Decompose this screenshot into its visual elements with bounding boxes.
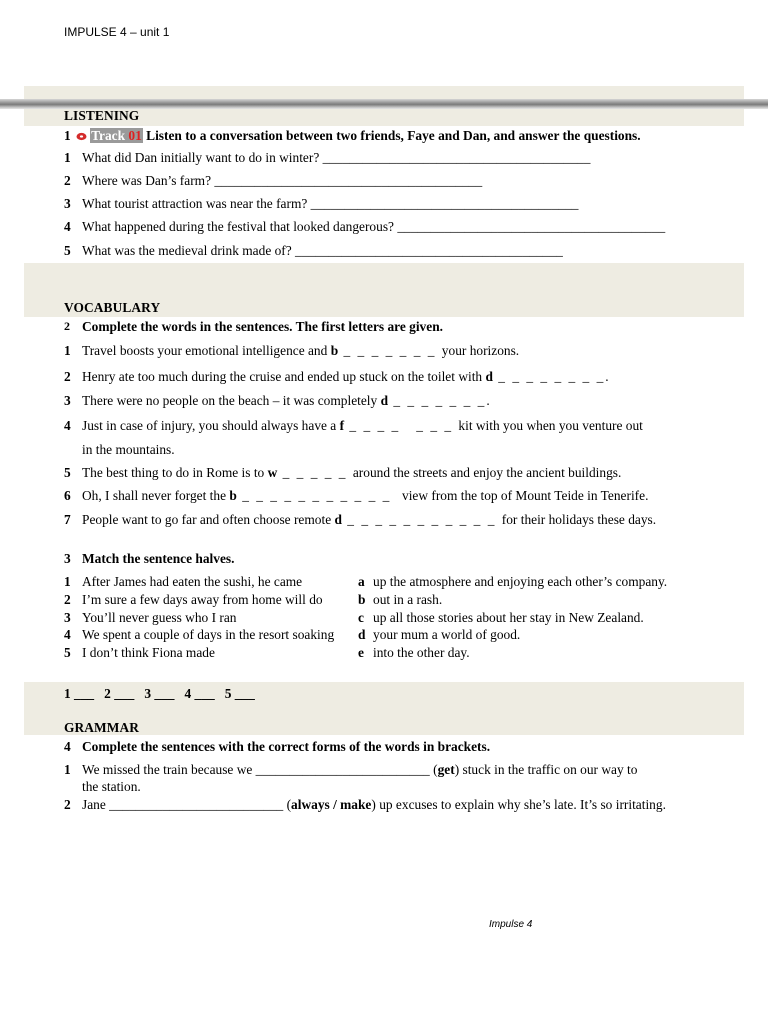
sentence-half: We spent a couple of days in the resort soaking bbox=[82, 627, 335, 642]
first-letter: w bbox=[267, 465, 278, 480]
first-letter: d bbox=[380, 393, 389, 408]
option-letter: e bbox=[358, 645, 364, 660]
question-number: 1 bbox=[64, 150, 71, 165]
listening-instruction-line bbox=[64, 128, 641, 144]
sentence-end: . bbox=[486, 393, 490, 408]
item-number: 3 bbox=[64, 610, 71, 625]
bracket-word: get bbox=[437, 762, 455, 777]
exercise-number: 1 bbox=[64, 128, 71, 143]
vocab-sentence bbox=[82, 465, 621, 481]
vocab-sentence bbox=[82, 369, 609, 385]
sentence-ending: up the atmosphere and enjoying each other’s company. bbox=[373, 574, 668, 589]
sentence-half: I’m sure a few days away from home will do bbox=[82, 592, 323, 607]
sentence-end: view from the top of Mount Teide in Tenerife. bbox=[402, 488, 649, 503]
sentence-half: You’ll never guess who I ran bbox=[82, 610, 237, 625]
letter-blanks: _ _ _ _ _ _ _ _ bbox=[492, 369, 606, 384]
item-number: 5 bbox=[64, 465, 71, 480]
exercise-instruction: Complete the words in the sentences. The first letters are given. bbox=[82, 319, 443, 334]
sentence-end: your horizons. bbox=[441, 343, 520, 358]
letter-blanks: _ _ _ _ _ _ _ _ _ _ _ bbox=[341, 512, 502, 527]
question-number: 2 bbox=[64, 173, 71, 188]
item-number: 1 bbox=[64, 762, 71, 777]
exercise-number: 4 bbox=[64, 739, 71, 754]
sentence-ending: out in a rash. bbox=[373, 592, 443, 607]
first-letter: d bbox=[334, 512, 342, 527]
sentence-ending: up all those stories about her stay in New Zealand. bbox=[373, 610, 644, 625]
item-number: 2 bbox=[64, 592, 71, 607]
sentence-end: around the streets and enjoy the ancient buildings. bbox=[352, 465, 622, 480]
page-footer: Impulse 4 bbox=[489, 919, 533, 930]
sentence-end: for their holidays these days. bbox=[501, 512, 657, 527]
exercise-number: 3 bbox=[64, 551, 71, 566]
first-letter: d bbox=[485, 369, 493, 384]
question-number: 5 bbox=[64, 243, 71, 258]
vocabulary-heading: VOCABULARY bbox=[64, 300, 161, 315]
sentence-end: ) up excuses to explain why she’s late. It’s so irritating. bbox=[371, 797, 666, 812]
first-letter: f bbox=[339, 418, 345, 433]
question-number: 3 bbox=[64, 196, 71, 211]
item-number: 1 bbox=[64, 574, 71, 589]
option-letter: a bbox=[358, 574, 365, 589]
vocab-sentence bbox=[82, 418, 643, 434]
item-number: 3 bbox=[64, 393, 71, 408]
vocab-sentence bbox=[82, 488, 648, 504]
sentence-ending: into the other day. bbox=[373, 645, 470, 660]
question-text: Where was Dan’s farm? ________________________________________ bbox=[82, 173, 483, 188]
item-number: 4 bbox=[64, 418, 71, 433]
first-letter: b bbox=[330, 343, 339, 358]
sentence-start: Just in case of injury, you should always have a bbox=[82, 418, 340, 433]
sentence-start: There were no people on the beach – it was completely bbox=[82, 393, 381, 408]
letter-blanks: _ _ _ _ _ _ _ bbox=[338, 343, 442, 358]
exercise-instruction: Complete the sentences with the correct forms of the words in brackets. bbox=[82, 739, 491, 754]
exercise-instruction: Listen to a conversation between two friends, Faye and Dan, and answer the questions. bbox=[146, 128, 641, 143]
item-number: 7 bbox=[64, 512, 71, 527]
first-letter: b bbox=[229, 488, 237, 503]
item-number: 1 bbox=[64, 343, 71, 358]
answer-line: 1 ___ 2 ___ 3 ___ 4 ___ 5 ___ bbox=[64, 686, 255, 701]
option-letter: d bbox=[358, 627, 366, 642]
track-label: Track bbox=[91, 128, 129, 143]
listening-heading: LISTENING bbox=[64, 108, 140, 123]
vocab-sentence bbox=[82, 512, 656, 528]
question-number: 4 bbox=[64, 219, 71, 234]
question-text: What did Dan initially want to do in winter? ________________________________________ bbox=[82, 150, 591, 165]
track-number: 01 bbox=[128, 128, 142, 143]
exercise-number: 2 bbox=[64, 319, 70, 333]
sentence-end: kit with you when you venture out bbox=[458, 418, 643, 433]
question-text: What happened during the festival that looked dangerous? ________________________________________ bbox=[82, 219, 666, 234]
track-badge[interactable] bbox=[90, 128, 143, 143]
question-text: What tourist attraction was near the farm? ________________________________________ bbox=[82, 196, 579, 211]
grammar-heading: GRAMMAR bbox=[64, 720, 140, 735]
sentence-start: Oh, I shall never forget the bbox=[82, 488, 230, 503]
audio-cd-icon[interactable] bbox=[76, 129, 87, 138]
sentence-end: . bbox=[605, 369, 609, 384]
bracket-word: always / make bbox=[291, 797, 372, 812]
exercise-instruction: Match the sentence halves. bbox=[82, 551, 235, 566]
sentence-start: Travel boosts your emotional intelligence and bbox=[82, 343, 331, 358]
item-number: 2 bbox=[64, 369, 71, 384]
letter-blanks: _ _ _ _ _ bbox=[277, 465, 353, 480]
letter-blanks: _ _ _ _ _ _ _ bbox=[388, 393, 487, 408]
sentence-start: People want to go far and often choose remote bbox=[82, 512, 335, 527]
page-header: IMPULSE 4 – unit 1 bbox=[64, 25, 170, 39]
vocab-sentence bbox=[82, 393, 490, 409]
vocab-sentence bbox=[82, 343, 519, 359]
sentence-half: I don’t think Fiona made bbox=[82, 645, 215, 660]
sentence-start: We missed the train because we __________________________ ( bbox=[82, 762, 438, 777]
grammar-sentence bbox=[82, 797, 666, 813]
vocab-sentence-continued: in the mountains. bbox=[82, 442, 175, 457]
item-number: 5 bbox=[64, 645, 71, 660]
item-number: 6 bbox=[64, 488, 71, 503]
sentence-half: After James had eaten the sushi, he came bbox=[82, 574, 303, 589]
option-letter: b bbox=[358, 592, 366, 607]
item-number: 2 bbox=[64, 797, 71, 812]
item-number: 4 bbox=[64, 627, 71, 642]
sentence-end: ) stuck in the traffic on our way to bbox=[454, 762, 638, 777]
question-text: What was the medieval drink made of? ________________________________________ bbox=[82, 243, 563, 258]
letter-blanks: _ _ _ _ _ _ _ _ _ _ _ bbox=[236, 488, 403, 503]
sentence-start: The best thing to do in Rome is to bbox=[82, 465, 268, 480]
option-letter: c bbox=[358, 610, 364, 625]
sentence-start: Jane __________________________ ( bbox=[82, 797, 292, 812]
grammar-sentence bbox=[82, 762, 637, 778]
sentence-ending: your mum a world of good. bbox=[373, 627, 521, 642]
letter-blanks: _ _ _ _ _ _ _ bbox=[344, 418, 459, 433]
sentence-start: Henry ate too much during the cruise and ended up stuck on the toilet with bbox=[82, 369, 486, 384]
grammar-sentence-continued: the station. bbox=[82, 779, 141, 794]
